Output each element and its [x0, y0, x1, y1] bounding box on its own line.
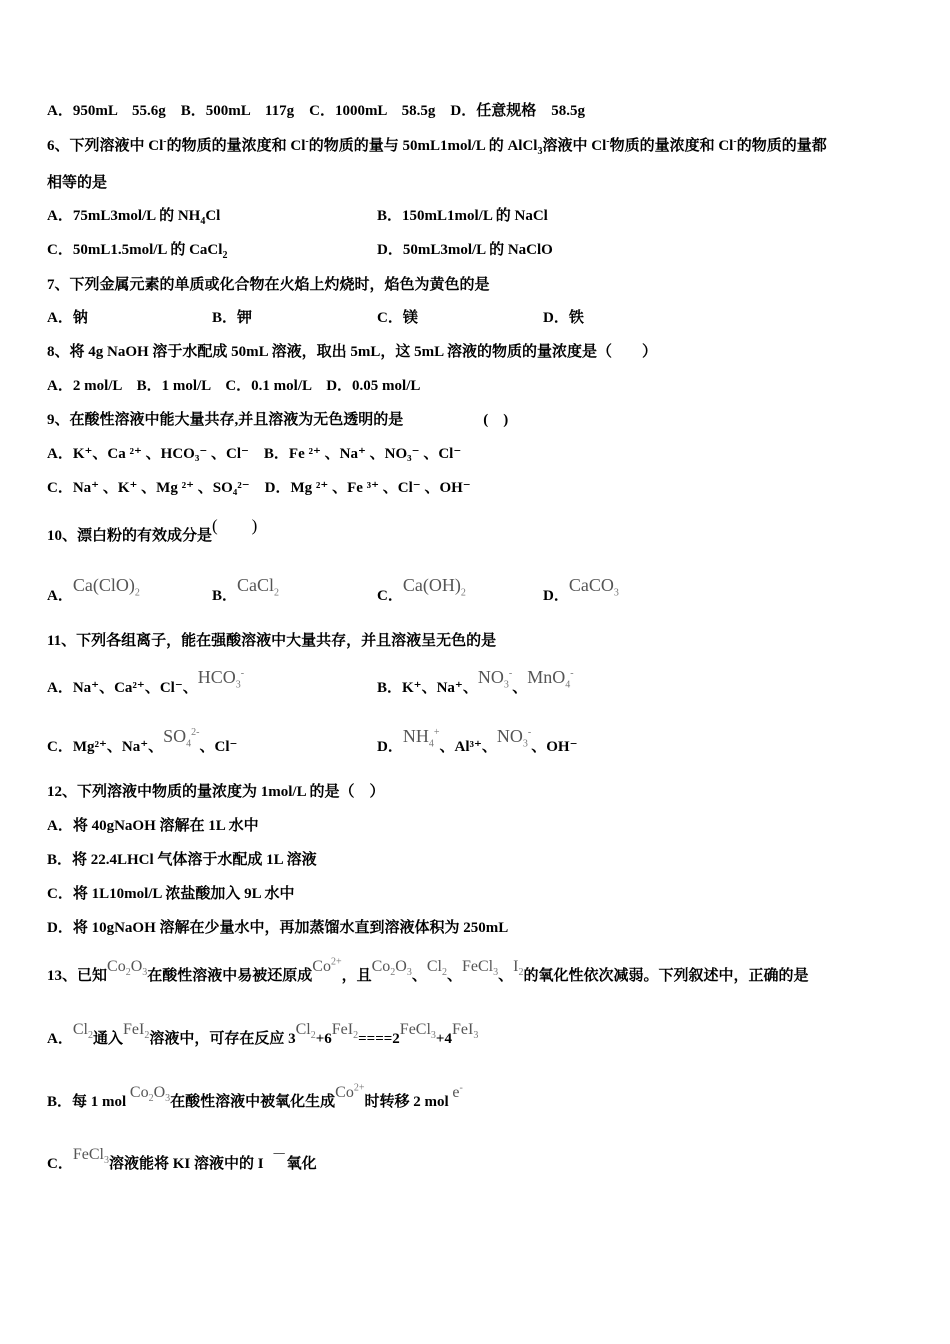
- q7-option-a: A．钠: [47, 310, 88, 326]
- q11-option-c: C．Mg²⁺、Na⁺、$SO_4^{2-}$、Cl⁻: [47, 726, 238, 755]
- q7-stem: 7、下列金属元素的单质或化合物在火焰上灼烧时，焰色为黄色的是: [47, 277, 490, 293]
- q10-option-b: B．CaCl$_2$: [212, 575, 280, 604]
- q12-option-b: B．将 22.4LHCl 气体溶于水配成 1L 溶液: [47, 852, 317, 868]
- q10-option-a: A．$Ca(ClO)_2$: [47, 575, 140, 604]
- q7-option-c: C．镁: [377, 310, 418, 326]
- q8-stem: 8、将 4g NaOH 溶于水配成 50mL 溶液，取出 5mL，这 5mL 溶液的物质的量浓度是（ ）: [47, 344, 658, 360]
- q6-option-c: C．50mL1.5mol/L 的 CaCl$_2$: [47, 242, 228, 261]
- q7-option-d: D．铁: [543, 310, 584, 326]
- q11-stem: 11、下列各组离子，能在强酸溶液中大量共存，并且溶液呈无色的是: [47, 633, 497, 649]
- q6-option-d: D．50mL3mol/L 的 NaClO: [377, 242, 553, 258]
- q9-options-ab: A．K⁺、Ca ²⁺ 、HCO₃⁻ 、Cl⁻ B．Fe ²⁺ 、Na⁺ 、NO₃⁻ 、Cl⁻: [47, 446, 462, 462]
- q12-option-d: D．将 10gNaOH 溶解在少量水中，再加蒸馏水直到溶液体积为 250mL: [47, 920, 509, 936]
- q6-stem-line1: 6、下列溶液中 Cl-的物质的量浓度和 Cl-的物质的量与 50mL1mol/L 的 AlCl$_3$溶液中 Cl-物质的量浓度和 Cl-的物质的量都: [47, 136, 827, 157]
- q13-option-c: C．FeCl$_3$溶液能将 KI 溶液中的 I－氧化: [47, 1146, 317, 1172]
- q9-stem: 9、在酸性溶液中能大量共存,并且溶液为无色透明的是 ( ): [47, 412, 509, 428]
- q13-stem: 13、已知$Co_2O_3$在酸性溶液中易被还原成$Co^{2+}$，且$Co_2O_3$、$Cl_2$、FeCl$_3$、$I_2$的氧化性依次减弱。下列叙述中，正确的是: [47, 956, 809, 984]
- q13-option-b: B．每 1 mol $Co_2O_3$在酸性溶液中被氧化生成$Co^{2+}$时转移 2 mol e-: [47, 1082, 463, 1110]
- q9-options-cd: C．Na⁺ 、K⁺ 、Mg ²⁺ 、SO₄²⁻ D．Mg ²⁺ 、Fe ³⁺ 、Cl⁻ 、OH⁻: [47, 480, 471, 496]
- q6-option-a: A．75mL3mol/L 的 $NH_4Cl$: [47, 208, 221, 227]
- q8-options: A．2 mol/L B．1 mol/L C．0.1 mol/L D．0.05 mol/L: [47, 378, 421, 394]
- q11-option-b: B．K⁺、Na⁺、$NO_3^-$、MnO$_4$-: [377, 667, 574, 696]
- q13-option-a: A．$Cl_2$通入FeI$_2$溶液中，可存在反应 $3Cl_2+6FeI_2====2FeCl_3+4FeI_3$: [47, 1021, 479, 1047]
- q11-option-a: A．Na⁺、Ca²⁺、Cl⁻、$HCO_3^-$: [47, 667, 245, 696]
- q6-option-b: B．150mL1mol/L 的 NaCl: [377, 208, 548, 224]
- q11-option-d: D．$NH_4^+$、Al³⁺、$NO_3^-$、OH⁻: [377, 726, 578, 755]
- q5-options: A．950mL 55.6g B．500mL 117g C．1000mL 58.5g D．任意规格 58.5g: [47, 103, 585, 119]
- q7-option-b: B．钾: [212, 310, 253, 326]
- q10-stem: 10、漂白粉的有效成分是( ): [47, 516, 258, 544]
- q12-stem: 12、下列溶液中物质的量浓度为 1mol/L 的是（ ）: [47, 784, 385, 800]
- q12-option-a: A．将 40gNaOH 溶解在 1L 水中: [47, 818, 259, 834]
- q10-option-d: D．CaCO$_3$: [543, 575, 619, 604]
- q12-option-c: C．将 1L10mol/L 浓盐酸加入 9L 水中: [47, 886, 295, 902]
- q10-option-c: C．$Ca(OH)_2$: [377, 575, 466, 604]
- q6-stem-line2: 相等的是: [47, 175, 108, 191]
